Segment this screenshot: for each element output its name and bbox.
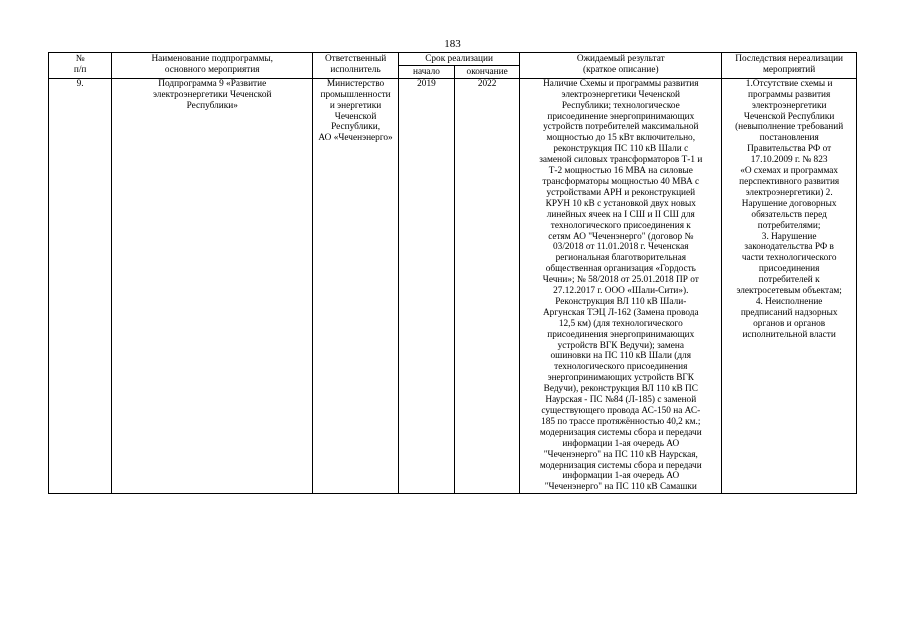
header-result: Ожидаемый результат (краткое описание) bbox=[520, 53, 722, 79]
row-result: Наличие Схемы и программы развития электроэнергетики Чеченской Республики; технологическое присоединение энергопринимающих устройств потребителей максимальной мощностью до 15 кВт включительно, реконструкция ПС 110 кВ Шали с заменой силовых трансформаторов Т-1 и Т-2 мощностью 16 МВА на силовые трансформаторы мощностью 40 МВА с устройствами АРН и реконструкцией КРУН 10 кВ с установкой двух новых линейных ячеек на I СШ и II СШ для технологического присоединения к сетям АО "Чеченэнерго" (договор № 03/2018 от 11.01.2018 г. Чеченская региональная благотворительная общественная организация «Гордость Чечни»; № 58/2018 от 25.01.2018 ПР от 27.12.2017 г. ООО «Шали-Сити»). Реконструкция ВЛ 110 кВ Шали- Аргунская ТЭЦ Л-162 (Замена провода 12,5 км) (для технологического присоединения энергопринимающих устройств ВГК Ведучи); замена ошиновки на ПС 110 кВ Шали (для технологического присоединения энергопринимающих устройств ВГК Ведучи), реконструкция ВЛ 110 кВ ПС Наурская - ПС №84 (Л-185) с заменой существующего провода АС-150 на АС- 185 по трассе протяжённостью 40,2 км.; модернизация системы сбора и передачи информации 1-ая очередь АО "Чеченэнерго" на ПС 110 кВ Наурская, модернизация системы сбора и передачи информации 1-ая очередь АО "Чеченэнерго" на ПС 110 кВ Самашки bbox=[520, 78, 722, 493]
row-consequences: 1.Отсутствие схемы и программы развития электроэнергетики Чеченской Республики (невыполнение требований постановления Правительства РФ от 17.10.2009 г. № 823 «О схемах и программах перспективного развития электроэнергетики) 2. Нарушение договорных обязательств перед потребителями; 3. Нарушение законодательства РФ в части технологического присоединения потребителей к электросетевым объектам; 4. Неисполнение предписаний надзорных органов и органов исполнительной власти bbox=[722, 78, 857, 493]
program-table bbox=[48, 52, 857, 494]
header-name: Наименование подпрограммы, основного мероприятия bbox=[112, 53, 313, 79]
header-consequences: Последствия нереализации мероприятий bbox=[722, 53, 857, 79]
row-end: 2022 bbox=[455, 78, 520, 493]
row-name: Подпрограмма 9 «Развитие электроэнергетики Чеченской Республики» bbox=[112, 78, 313, 493]
header-period: Срок реализации bbox=[398, 53, 519, 66]
row-number: 9. bbox=[49, 78, 112, 493]
row-start: 2019 bbox=[398, 78, 454, 493]
table-row bbox=[49, 78, 857, 493]
header-number: № п/п bbox=[49, 53, 112, 79]
header-start: начало bbox=[398, 65, 454, 78]
page-number: 183 bbox=[444, 38, 461, 50]
header-end: окончание bbox=[455, 65, 520, 78]
table-header bbox=[49, 53, 857, 79]
row-executor: Министерство промышленности и энергетики Чеченской Республики, АО «Чеченэнерго» bbox=[313, 78, 399, 493]
header-executor: Ответственный исполнитель bbox=[313, 53, 399, 79]
